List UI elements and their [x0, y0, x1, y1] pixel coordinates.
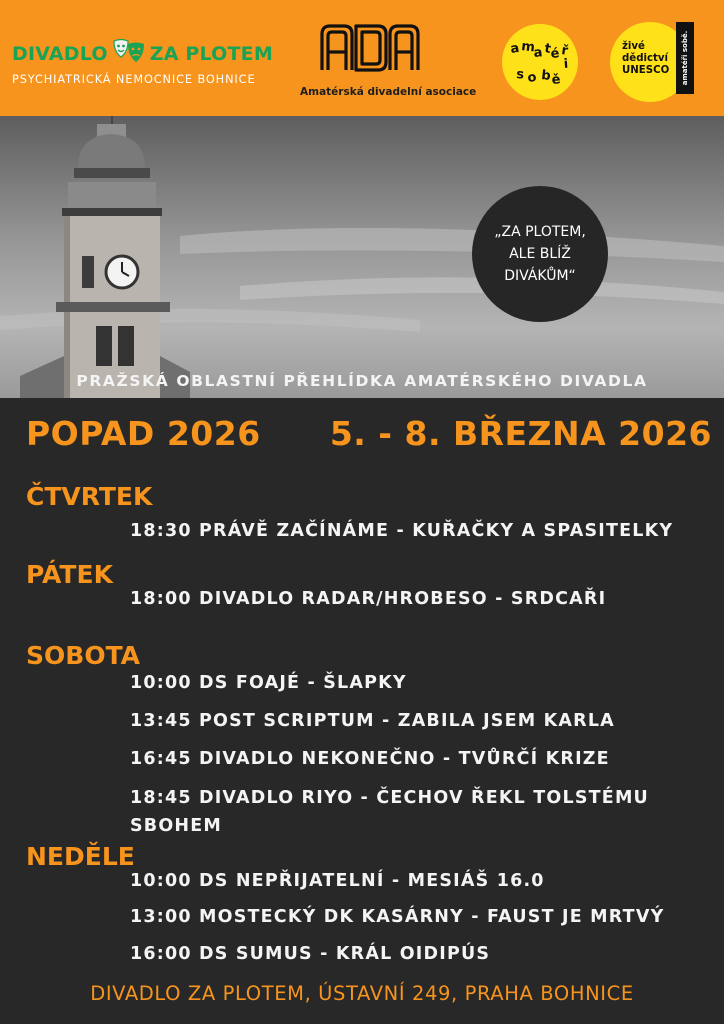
program-slot: 13:00 MOSTECKÝ DK KASÁRNY - FAUST JE MRTVÝ — [130, 907, 665, 927]
header-band — [0, 0, 724, 116]
divadlo-za-plotem-logo — [12, 38, 273, 86]
amateri-sobe-strip-text: amatéři sobě. — [681, 30, 689, 86]
theatre-masks-icon — [112, 38, 146, 69]
unesco-line-1: živé — [622, 41, 645, 52]
unesco-line-3: UNESCO — [622, 65, 670, 77]
program-slot: 10:00 DS NEPŘIJATELNÍ - MESIÁŠ 16.0 — [130, 871, 545, 891]
program-slot: 18:45 DIVADLO RIYO - ČECHOV ŘEKL TOLSTÉMU SBOHEM — [130, 788, 649, 836]
svg-text:t: t — [543, 41, 553, 58]
ada-logo — [300, 20, 477, 98]
unesco-badge-text — [622, 41, 669, 78]
svg-text:ě: ě — [551, 72, 562, 88]
program-slot: 16:45 DIVADLO NEKONEČNO - TVŮRČÍ KRIZE — [130, 749, 610, 769]
program-slot: 10:00 DS FOAJÉ - ŠLAPKY — [130, 673, 407, 693]
program-slot: 18:30 PRÁVĚ ZAČÍNÁME - KUŘAČKY A SPASITELKY — [130, 521, 674, 541]
amateri-sobe-logo-icon — [502, 24, 578, 100]
svg-text:o: o — [526, 69, 538, 86]
divadlo-za-plotem-wordmark — [12, 38, 273, 69]
hero-photo — [0, 116, 724, 398]
svg-text:i: i — [563, 56, 569, 72]
logo-word-za-plotem: ZA PLOTEM — [149, 42, 273, 65]
svg-text:ř: ř — [560, 43, 569, 59]
quote-text: „ZA PLOTEM, ALE BLÍŽ DIVÁKŮM“ — [494, 224, 586, 284]
amateri-sobe-strip — [676, 22, 694, 94]
program-slot: 13:45 POST SCRIPTUM - ZABILA JSEM KARLA — [130, 711, 615, 731]
bohnice-tower-illustration — [0, 116, 724, 398]
svg-text:m: m — [520, 39, 536, 56]
unesco-line-2: dědictví — [622, 53, 669, 65]
day-thursday: ČTVRTEK — [26, 482, 153, 511]
amateri-sobe-logo — [502, 24, 578, 100]
program-slot: 16:00 DS SUMUS - KRÁL OIDIPÚS — [130, 944, 491, 964]
ada-subtitle: Amatérská divadelní asociace — [300, 86, 477, 98]
svg-text:b: b — [540, 68, 552, 84]
ada-logo-icon — [316, 20, 424, 76]
event-dates: 5. - 8. BŘEZNA 2026 — [329, 414, 712, 453]
day-saturday: SOBOTA — [26, 641, 141, 670]
divadlo-za-plotem-subtitle: PSYCHIATRICKÁ NEMOCNICE BOHNICE — [12, 73, 256, 86]
day-sunday: NEDĚLE — [26, 842, 135, 871]
event-name: POPAD 2026 — [26, 414, 261, 453]
logo-word-divadlo: DIVADLO — [12, 42, 108, 65]
svg-text:a: a — [509, 40, 521, 57]
venue-footer: DIVADLO ZA PLOTEM, ÚSTAVNÍ 249, PRAHA BOHNICE — [90, 982, 634, 1005]
program-slot: 18:00 DIVADLO RADAR/HROBESO - SRDCAŘI — [130, 589, 607, 609]
event-subheadline: PRAŽSKÁ OBLASTNÍ PŘEHLÍDKA AMATÉRSKÉHO DIVADLA — [76, 372, 648, 390]
day-friday: PÁTEK — [26, 560, 113, 589]
quote-circle — [472, 186, 608, 322]
svg-text:a: a — [533, 45, 544, 61]
svg-text:s: s — [515, 67, 525, 83]
svg-text:é: é — [549, 46, 561, 62]
